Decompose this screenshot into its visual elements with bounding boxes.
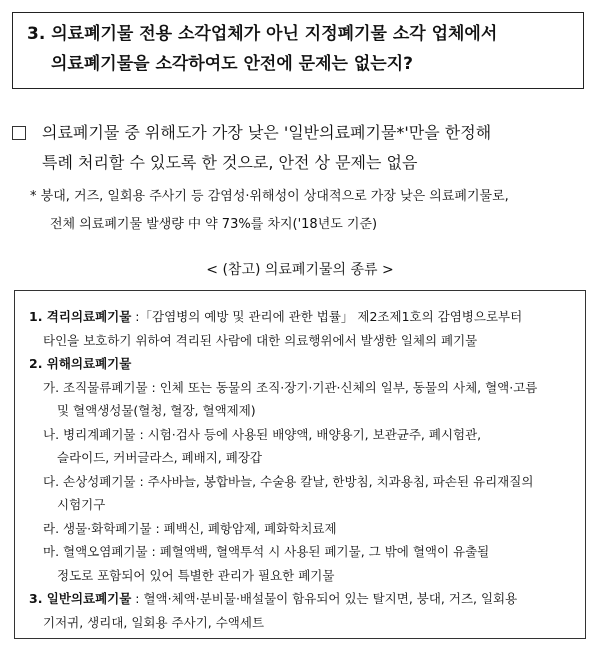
ref-item-3: 3. 일반의료폐기물 : 혈액·체액·분비물·배설물이 함유되어 있는 탈지면, 붕대, 거즈, 일회용 xyxy=(29,591,518,606)
ref-subitem-ga-cont: 및 혈액생성물(혈청, 혈장, 혈액제제) xyxy=(57,403,256,418)
ref-subitem-na: 나. 병리계폐기물 : 시험·검사 등에 사용된 배양액, 배양용기, 보관균주, 폐시험관, xyxy=(43,426,482,442)
ref-subitem-na-cont: 슬라이드, 커버글라스, 폐배지, 폐장갑 xyxy=(57,450,262,465)
question-number: 3. xyxy=(27,24,46,44)
answer-line-2: 특례 처리할 수 있도록 한 것으로, 안전 상 문제는 없음 xyxy=(42,153,418,172)
ref-subitem-da: 다. 손상성폐기물 : 주사바늘, 봉합바늘, 수술용 칼날, 한방침, 치과용침, 파손된 유리재질의 xyxy=(43,473,534,489)
ref-item-3-cont: 기저귀, 생리대, 일회용 주사기, 수액세트 xyxy=(43,614,265,630)
ref-item-1-cont: 타인을 보호하기 위하여 격리된 사람에 대한 의료행위에서 발생한 일체의 폐기물 xyxy=(43,332,478,348)
question-line-1: 3. 의료폐기물 전용 소각업체가 아닌 지정폐기물 소각 업체에서 xyxy=(27,24,498,44)
reference-box xyxy=(14,290,586,639)
footnote-line-1: * 붕대, 거즈, 일회용 주사기 등 감염성·위해성이 상대적으로 가장 낮은 의료폐기물로, xyxy=(30,189,509,204)
footnote-line-2: 전체 의료폐기물 발생량 中 약 73%를 차지('18년도 기준) xyxy=(50,217,378,232)
answer-line-1: 의료폐기물 중 위해도가 가장 낮은 '일반의료폐기물*'만을 한정해 xyxy=(42,123,492,142)
ref-item-2: 2. 위해의료폐기물 xyxy=(29,356,132,371)
reference-title: < (참고) 의료폐기물의 종류 > xyxy=(206,262,394,278)
ref-subitem-ma: 마. 혈액오염폐기물 : 폐혈액백, 혈액투석 시 사용된 폐기물, 그 밖에 혈액이 유출될 xyxy=(43,544,490,559)
footnote xyxy=(30,183,590,239)
answer-block xyxy=(12,118,592,178)
checkbox-bullet-icon xyxy=(12,126,26,140)
ref-subitem-ga: 가. 조직물류폐기물 : 인체 또는 동물의 조직·장기·기관·신체의 일부, 동물의 사체, 혈액·고름 xyxy=(43,379,538,395)
question-box xyxy=(12,12,584,89)
ref-subitem-ma-cont: 정도로 포함되어 있어 특별한 관리가 필요한 폐기물 xyxy=(57,567,335,583)
ref-item-1: 1. 격리의료폐기물 :「감염병의 예방 및 관리에 관한 법률」 제2조제1호의 감염병으로부터 xyxy=(29,309,523,324)
ref-subitem-ra: 라. 생물·화학폐기물 : 폐백신, 폐항암제, 폐화학치료제 xyxy=(43,520,337,536)
ref-subitem-da-cont: 시험기구 xyxy=(57,497,106,512)
question-line-2: 의료폐기물을 소각하여도 안전에 문제는 없는지? xyxy=(51,54,413,74)
